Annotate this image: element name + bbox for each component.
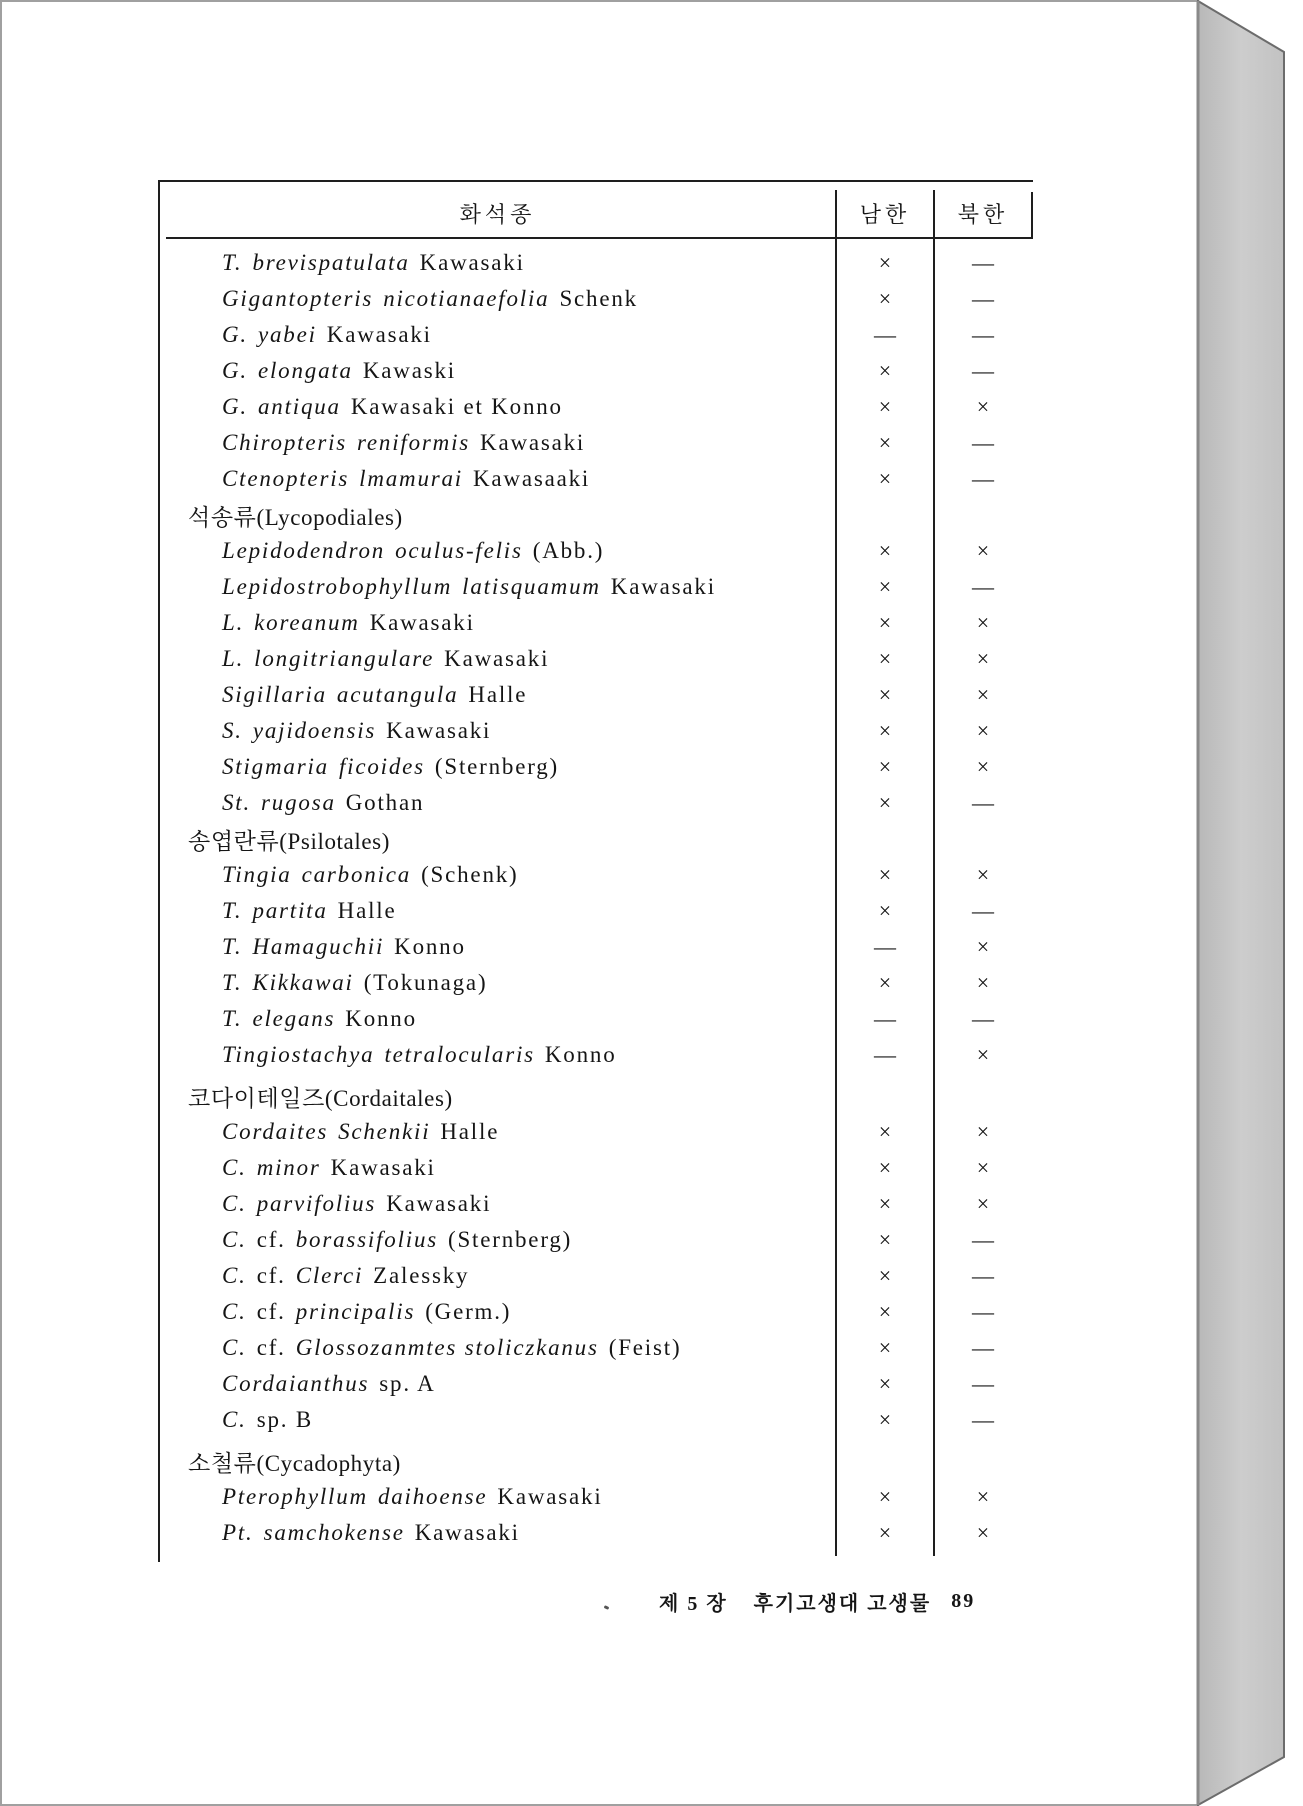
species-author: Kawasaaki [473, 466, 591, 491]
south-korea-mark: × [878, 1191, 892, 1216]
north-korea-mark: × [976, 934, 990, 959]
species-author: Kawasaki [444, 646, 550, 671]
species-genus: Cordaites [222, 1119, 329, 1144]
species-genus: T. [222, 250, 243, 275]
table-row [160, 1402, 1033, 1438]
species-epithet: Hamaguchii [252, 934, 385, 959]
north-korea-mark: × [976, 538, 990, 563]
species-genus: G. [222, 358, 248, 383]
species-author: Halle [337, 898, 397, 923]
species-author: Halle [440, 1119, 500, 1144]
species-qualifier: cf. [256, 1263, 286, 1288]
species-author: Kawasaki [330, 1155, 436, 1180]
north-korea-mark: × [976, 682, 990, 707]
south-korea-mark: × [878, 1371, 892, 1396]
species-name [160, 1042, 836, 1068]
species-genus: C. [222, 1227, 247, 1252]
south-korea-mark: × [878, 1155, 892, 1180]
species-epithet: reniformis [357, 430, 471, 455]
north-korea-mark: — [972, 574, 994, 599]
table-row [160, 317, 1033, 353]
species-epithet: nicotianaefolia [383, 286, 550, 311]
header-bottom-rule [166, 237, 1033, 239]
species-epithet: Clerci [295, 1263, 364, 1288]
species-author: (Feist) [608, 1335, 682, 1360]
species-author: Kawaski [362, 358, 456, 383]
north-korea-mark: × [976, 1520, 990, 1545]
species-author: Zalessky [373, 1263, 470, 1288]
species-genus: Stigmaria [222, 754, 329, 779]
south-korea-mark: × [878, 286, 892, 311]
species-author: Konno [345, 1006, 417, 1031]
table-row [160, 1150, 1033, 1186]
species-genus: Lepidostrobophyllum [222, 574, 453, 599]
species-name [160, 466, 836, 492]
north-korea-mark: × [976, 718, 990, 743]
south-korea-mark: × [878, 574, 892, 599]
north-korea-mark: — [972, 250, 994, 275]
species-genus: C. [222, 1191, 247, 1216]
table-row [160, 353, 1033, 389]
species-genus: Ctenopteris [222, 466, 350, 491]
species-epithet: Kikkawai [252, 970, 354, 995]
species-epithet: samchokense [263, 1520, 405, 1545]
species-genus: L. [222, 610, 245, 635]
table-row [160, 1294, 1033, 1330]
species-genus: Chiropteris [222, 430, 348, 455]
species-epithet: elegans [252, 1006, 336, 1031]
north-korea-mark: — [972, 1407, 994, 1432]
species-epithet: minor [256, 1155, 321, 1180]
page-number: 89 [951, 1589, 976, 1612]
table-row [160, 857, 1033, 893]
table-row [160, 1037, 1033, 1073]
species-author: Kawasaki [414, 1520, 520, 1545]
species-epithet: acutangula [336, 682, 459, 707]
group-label: 석송류(Lycopodiales) [188, 504, 403, 530]
species-epithet: carbonica [301, 862, 412, 887]
species-epithet: rugosa [261, 790, 336, 815]
south-korea-mark: × [878, 430, 892, 455]
species-epithet: ficoides [338, 754, 425, 779]
species-genus: C. [222, 1299, 247, 1324]
south-korea-mark: — [874, 934, 896, 959]
species-epithet: principalis [295, 1299, 416, 1324]
species-name [160, 538, 836, 564]
table-row [160, 605, 1033, 641]
species-epithet: daihoense [377, 1484, 488, 1509]
species-name [160, 898, 836, 924]
north-korea-mark: — [972, 466, 994, 491]
species-genus: L. [222, 646, 245, 671]
species-name [160, 1227, 836, 1253]
south-korea-mark: × [878, 1484, 892, 1509]
table-body [160, 245, 1033, 1551]
south-korea-mark: × [878, 1299, 892, 1324]
north-korea-column-header: 북한 [957, 201, 1009, 227]
header-right-rule [1031, 192, 1033, 238]
table-row [160, 425, 1033, 461]
table-row [160, 1186, 1033, 1222]
north-korea-mark: — [972, 322, 994, 347]
species-name [160, 394, 836, 420]
species-author: Kawasaki [369, 610, 475, 635]
species-name [160, 574, 836, 600]
table-row [160, 1001, 1033, 1037]
species-epithet: latisquamum [462, 574, 601, 599]
north-korea-mark: × [976, 1119, 990, 1144]
species-name [160, 610, 836, 636]
species-qualifier: cf. [256, 1335, 286, 1360]
species-author: Schenk [559, 286, 638, 311]
south-korea-mark: × [878, 754, 892, 779]
north-korea-mark: — [972, 1335, 994, 1360]
north-korea-mark: — [972, 1263, 994, 1288]
table-row [160, 533, 1033, 569]
species-genus: C. [222, 1407, 247, 1432]
group-label: 소철류(Cycadophyta) [188, 1450, 401, 1476]
species-name [160, 862, 836, 888]
north-korea-mark: × [976, 1155, 990, 1180]
species-author: Kawasaki et Konno [350, 394, 563, 419]
table-top-rule [158, 180, 1033, 182]
species-author: (Sternberg) [434, 754, 560, 779]
species-author: Halle [468, 682, 528, 707]
species-genus: T. [222, 898, 243, 923]
species-name [160, 1407, 836, 1433]
species-author: Kawasaki [326, 322, 432, 347]
species-name [160, 970, 836, 996]
species-genus: Tingiostachya [222, 1042, 375, 1067]
species-qualifier: cf. [256, 1299, 286, 1324]
table-row [160, 245, 1033, 281]
south-korea-mark: × [878, 862, 892, 887]
species-epithet: antiqua [257, 394, 341, 419]
species-name [160, 934, 836, 960]
species-name [160, 322, 836, 348]
table-row [160, 1515, 1033, 1551]
species-name [160, 790, 836, 816]
table-row [160, 1258, 1033, 1294]
species-name [160, 286, 836, 312]
south-korea-mark: × [878, 646, 892, 671]
south-korea-mark: × [878, 682, 892, 707]
species-epithet: koreanum [254, 610, 360, 635]
north-korea-mark: — [972, 430, 994, 455]
species-genus: S. [222, 718, 243, 743]
species-genus: C. [222, 1263, 247, 1288]
species-name [160, 1006, 836, 1032]
species-author: (Abb.) [532, 538, 605, 563]
species-epithet: brevispatulata [252, 250, 410, 275]
species-name [160, 1520, 836, 1546]
species-epithet: yajidoensis [252, 718, 377, 743]
species-genus: G. [222, 394, 248, 419]
species-name [160, 682, 836, 708]
species-author: (Schenk) [421, 862, 519, 887]
species-epithet: parvifolius [256, 1191, 377, 1216]
species-epithet: longitriangulare [254, 646, 435, 671]
species-name [160, 1484, 836, 1510]
species-qualifier: cf. [256, 1227, 286, 1252]
north-korea-mark: × [976, 1191, 990, 1216]
north-korea-mark: — [972, 286, 994, 311]
species-author: Kawasaki [419, 250, 525, 275]
species-name [160, 718, 836, 744]
species-column-header: 화석종 [459, 201, 536, 227]
table-row [160, 1479, 1033, 1515]
book-side-edge [1198, 1, 1284, 1805]
species-name [160, 250, 836, 276]
species-genus: G. [222, 322, 248, 347]
north-korea-mark: — [972, 358, 994, 383]
table-row [160, 677, 1033, 713]
species-epithet: oculus-felis [395, 538, 523, 563]
south-korea-mark: × [878, 358, 892, 383]
group-label: 코다이테일즈(Cordaitales) [188, 1085, 453, 1111]
species-name [160, 1191, 836, 1217]
table-row [160, 1222, 1033, 1258]
species-genus: C. [222, 1155, 247, 1180]
south-korea-mark: × [878, 718, 892, 743]
species-genus: T. [222, 970, 243, 995]
group-label: 송엽란류(Psilotales) [188, 828, 390, 854]
table-row [160, 389, 1033, 425]
species-genus: Gigantopteris [222, 286, 374, 311]
species-epithet: lmamurai [359, 466, 463, 491]
south-korea-mark: — [874, 1042, 896, 1067]
species-author: sp. A [379, 1371, 436, 1396]
table-row [160, 749, 1033, 785]
species-author: Kawasaki [610, 574, 716, 599]
species-name [160, 1119, 836, 1145]
north-korea-mark: × [976, 862, 990, 887]
table-row [160, 461, 1033, 497]
table-row [160, 1366, 1033, 1402]
species-name [160, 646, 836, 672]
south-korea-mark: × [878, 1407, 892, 1432]
species-epithet: Schenkii [338, 1119, 431, 1144]
south-korea-mark: × [878, 1119, 892, 1144]
species-name [160, 1155, 836, 1181]
species-epithet: tetralocularis [384, 1042, 535, 1067]
species-name [160, 1335, 836, 1361]
species-author: sp. B [256, 1407, 313, 1432]
species-epithet: yabei [257, 322, 317, 347]
south-korea-mark: × [878, 610, 892, 635]
species-author: (Germ.) [425, 1299, 512, 1324]
species-name [160, 430, 836, 456]
species-author: Kawasaki [480, 430, 586, 455]
south-korea-mark: × [878, 250, 892, 275]
south-korea-mark: × [878, 1335, 892, 1360]
north-korea-mark: — [972, 1227, 994, 1252]
table-row [160, 965, 1033, 1001]
species-author: Kawasaki [497, 1484, 603, 1509]
north-korea-mark: — [972, 898, 994, 923]
table-row [160, 281, 1033, 317]
south-korea-mark: — [874, 1006, 896, 1031]
species-author: (Sternberg) [448, 1227, 573, 1252]
north-korea-mark: — [972, 1006, 994, 1031]
north-korea-mark: × [976, 394, 990, 419]
north-korea-mark: × [976, 1042, 990, 1067]
species-epithet: elongata [257, 358, 353, 383]
south-korea-mark: × [878, 1227, 892, 1252]
north-korea-mark: × [976, 754, 990, 779]
group-header-row [160, 821, 1033, 857]
table-row [160, 713, 1033, 749]
species-name [160, 1299, 836, 1325]
species-genus: St. [222, 790, 252, 815]
south-korea-mark: × [878, 538, 892, 563]
south-korea-column-header: 남한 [859, 201, 911, 227]
group-header-row [160, 1443, 1033, 1479]
south-korea-mark: × [878, 898, 892, 923]
species-genus: T. [222, 1006, 243, 1031]
species-genus: T. [222, 934, 243, 959]
south-korea-mark: × [878, 790, 892, 815]
species-author: Konno [394, 934, 466, 959]
north-korea-mark: × [976, 610, 990, 635]
species-author: Kawasaki [386, 718, 492, 743]
north-korea-mark: — [972, 1299, 994, 1324]
species-genus: Cordaianthus [222, 1371, 370, 1396]
group-header-row [160, 1078, 1033, 1114]
species-author: (Tokunaga) [363, 970, 488, 995]
north-korea-mark: × [976, 970, 990, 995]
south-korea-mark: × [878, 970, 892, 995]
species-author: Kawasaki [386, 1191, 492, 1216]
species-genus: C. [222, 1335, 247, 1360]
table-row [160, 569, 1033, 605]
table-row [160, 1330, 1033, 1366]
species-name [160, 358, 836, 384]
table-row [160, 893, 1033, 929]
north-korea-mark: — [972, 1371, 994, 1396]
table-row [160, 1114, 1033, 1150]
species-genus: Pterophyllum [222, 1484, 368, 1509]
species-epithet: partita [252, 898, 328, 923]
species-genus: Sigillaria [222, 682, 327, 707]
table-row [160, 785, 1033, 821]
chapter-label: 제 5 장 [659, 1592, 728, 1615]
group-header-row [160, 497, 1033, 533]
species-genus: Tingia [222, 862, 292, 887]
south-korea-mark: — [874, 322, 896, 347]
species-epithet: Glossozanmtes stoliczkanus [295, 1335, 599, 1360]
species-author: Gothan [345, 790, 425, 815]
species-genus: Lepidodendron [222, 538, 386, 563]
north-korea-mark: × [976, 646, 990, 671]
north-korea-mark: × [976, 1484, 990, 1509]
species-epithet: borassifolius [295, 1227, 438, 1252]
table-row [160, 641, 1033, 677]
north-korea-mark: — [972, 790, 994, 815]
species-genus: Pt. [222, 1520, 254, 1545]
species-author: Konno [544, 1042, 617, 1067]
south-korea-mark: × [878, 394, 892, 419]
page-footer [659, 1587, 975, 1615]
south-korea-mark: × [878, 1520, 892, 1545]
table-row [160, 929, 1033, 965]
species-name [160, 754, 836, 780]
south-korea-mark: × [878, 1263, 892, 1288]
species-name [160, 1371, 836, 1397]
species-name [160, 1263, 836, 1289]
south-korea-mark: × [878, 466, 892, 491]
chapter-title: 후기고생대 고생물 [753, 1592, 932, 1615]
